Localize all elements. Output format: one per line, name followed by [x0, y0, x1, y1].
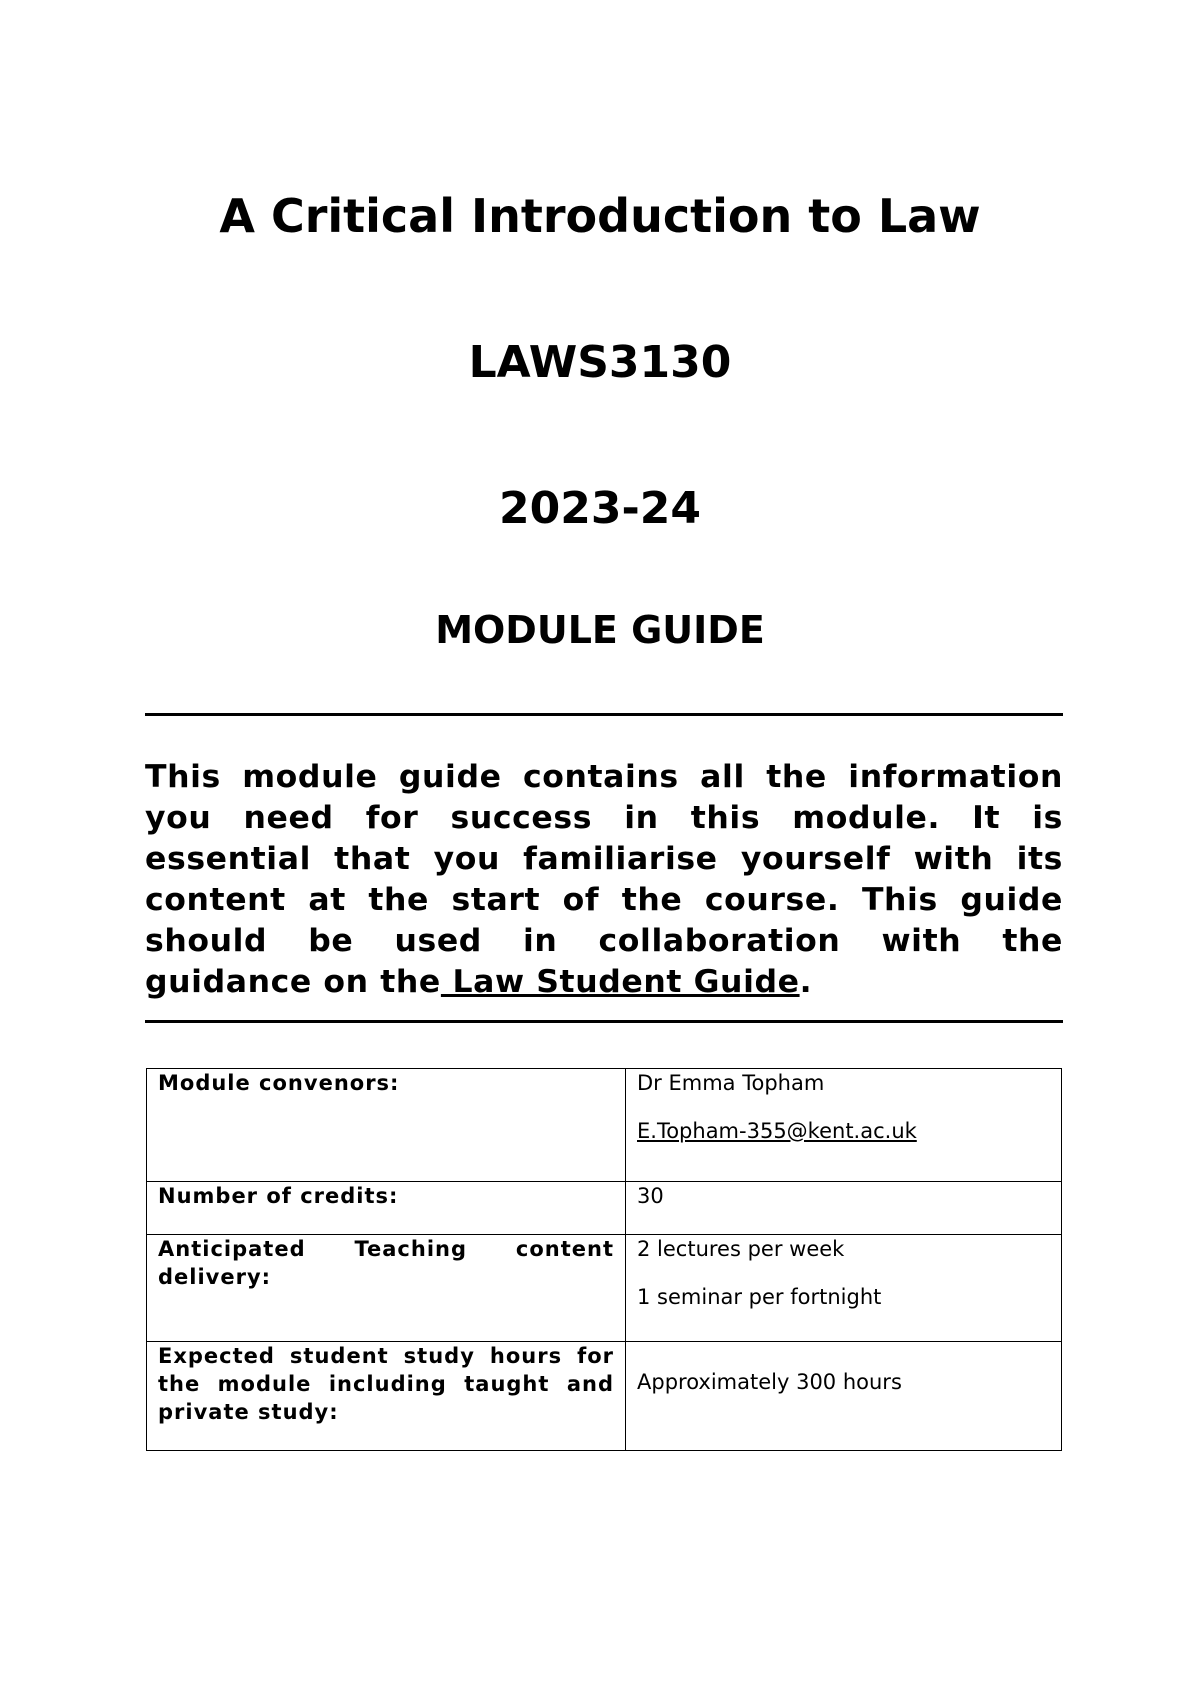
intro-end-punctuation: . [799, 964, 813, 1000]
table-value-cell [626, 1235, 1062, 1342]
table-label-cell [147, 1182, 626, 1235]
teaching-delivery-label: Anticipated Teaching content delivery: [158, 1237, 614, 1289]
table-label-cell [147, 1235, 626, 1342]
convenors-label: Module convenors: [158, 1071, 400, 1095]
seminars-value: 1 seminar per fortnight [637, 1285, 882, 1309]
table-label-cell [147, 1342, 626, 1451]
academic-year: 2023-24 [499, 483, 701, 534]
table-value-cell [626, 1182, 1062, 1235]
table-row [147, 1342, 1062, 1451]
convenor-name: Dr Emma Topham [637, 1071, 825, 1095]
module-guide-heading: MODULE GUIDE [435, 608, 765, 652]
lectures-value: 2 lectures per week [637, 1237, 845, 1261]
credits-value: 30 [637, 1184, 664, 1208]
table-value-cell [626, 1069, 1062, 1182]
bottom-divider [145, 1020, 1063, 1023]
study-hours-label: Expected student study hours for the module including taught and private study: [158, 1344, 614, 1424]
module-code: LAWS3130 [468, 337, 732, 388]
law-student-guide-link[interactable]: Law Student Guide [440, 964, 800, 1000]
credits-label: Number of credits: [158, 1184, 399, 1208]
table-label-cell [147, 1069, 626, 1182]
document-title: A Critical Introduction to Law [219, 189, 981, 243]
module-info-table [146, 1068, 1062, 1451]
top-divider [145, 713, 1063, 716]
table-row [147, 1069, 1062, 1182]
intro-text: This module guide contains all the information you need for success in this module. It is essential that you familiarise yourself with its content at the start of the course. This guide should be used in collaboration with the guidance on the [145, 759, 1063, 1000]
table-row [147, 1235, 1062, 1342]
intro-paragraph [145, 757, 1063, 1003]
study-hours-value: Approximately 300 hours [637, 1370, 902, 1394]
table-row [147, 1182, 1062, 1235]
convenor-email-link[interactable]: E.Topham-355@kent.ac.uk [637, 1119, 917, 1143]
table-value-cell [626, 1342, 1062, 1451]
